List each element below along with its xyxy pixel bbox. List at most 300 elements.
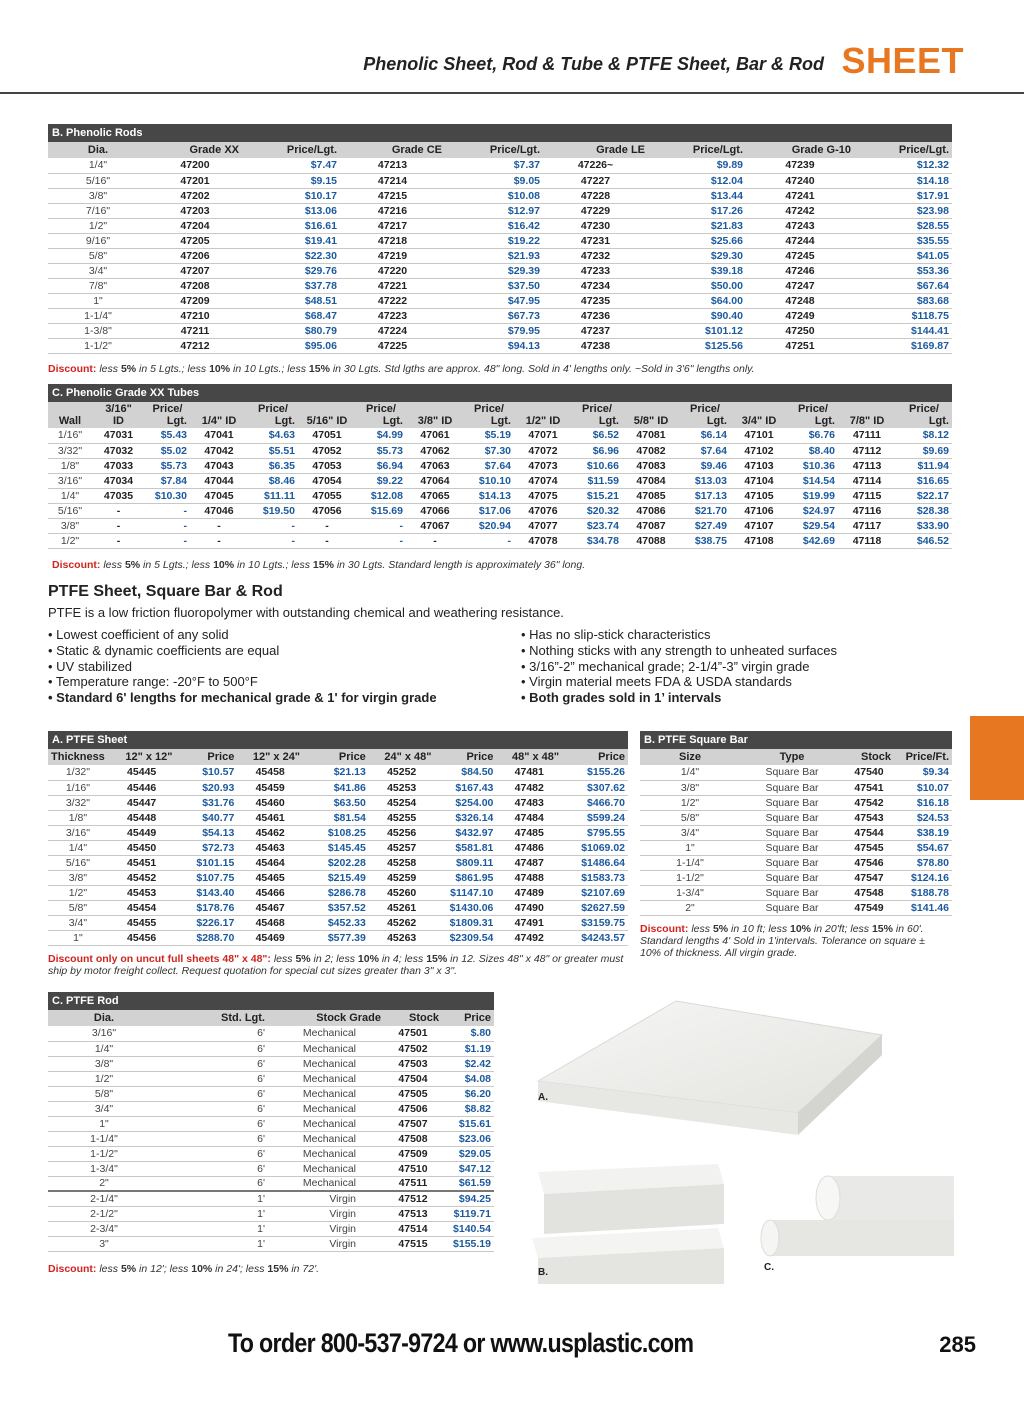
type-cell: Square Bar (740, 840, 844, 855)
price-cell: $67.64 (854, 278, 952, 293)
price-cell: $31.76 (176, 795, 238, 810)
price-cell: $15.61 (442, 1116, 494, 1131)
price-cell: $1430.06 (435, 900, 497, 915)
discount-value: 10% (191, 1263, 213, 1275)
grade-cell: Mechanical (268, 1026, 384, 1041)
col-header: Price/ (572, 402, 622, 415)
price-cell: $83.68 (854, 293, 952, 308)
part-number: 47114 (838, 473, 896, 488)
wall-cell: 3/8" (48, 518, 92, 533)
price-cell: $95.06 (242, 338, 340, 353)
part-number: 47515 (384, 1236, 442, 1251)
header-divider (0, 92, 1024, 94)
size-cell: 1-3/4" (640, 885, 740, 900)
part-number: 47486 (496, 840, 562, 855)
part-number: 47108 (730, 533, 788, 548)
table-row (48, 338, 952, 353)
type-cell: Square Bar (740, 810, 844, 825)
price-cell: $16.65 (896, 473, 952, 488)
part-number: 47051 (298, 428, 356, 443)
price-cell: $10.30 (145, 488, 190, 503)
discount-label: Discount: (640, 923, 689, 935)
price-cell: $4.99 (356, 428, 406, 443)
part-number: 45445 (108, 765, 176, 780)
part-number: 47245 (746, 248, 854, 263)
table-title: B. Phenolic Rods (48, 124, 952, 142)
price-cell: $307.62 (562, 780, 628, 795)
grade-cell: Mechanical (268, 1086, 384, 1101)
part-number: 47105 (730, 488, 788, 503)
part-number: 47485 (496, 825, 562, 840)
length-cell: 6' (160, 1071, 268, 1086)
discount-text: in 30 Lgts. Std lgths are approx. 48" long. Sold in 4' lengths only. ~Sold in 3'6" lengths only. (329, 363, 755, 375)
col-header: Dia. (48, 1010, 160, 1026)
image-label-c: C. (764, 1262, 774, 1273)
part-number: 47514 (384, 1221, 442, 1236)
price-cell: $4.63 (248, 428, 298, 443)
part-number: - (298, 518, 356, 533)
part-number: 47248 (746, 293, 854, 308)
grade-cell: Mechanical (268, 1071, 384, 1086)
header-row (640, 749, 952, 765)
price-cell: $8.82 (442, 1101, 494, 1116)
part-number: 45455 (108, 915, 176, 930)
part-number: 47052 (298, 443, 356, 458)
col-header: Lgt. (248, 415, 298, 428)
section-tab-marker (970, 716, 1024, 800)
price-cell: $80.79 (242, 323, 340, 338)
price-cell: $28.38 (896, 503, 952, 518)
part-number: 47238 (543, 338, 648, 353)
col-header: 12" x 24" (237, 749, 303, 765)
part-number: 47053 (298, 458, 356, 473)
ptfe-features-left (48, 627, 508, 706)
part-number: 47547 (844, 870, 894, 885)
dia-cell: 5/8" (48, 248, 148, 263)
dia-cell: 3/8" (48, 1056, 160, 1071)
price-cell: $38.75 (680, 533, 730, 548)
type-cell: Square Bar (740, 795, 844, 810)
length-cell: 6' (160, 1056, 268, 1071)
discount-text: in 30 Lgts. Standard length is approximately 36" long. (333, 559, 586, 571)
dia-cell: 1/2" (48, 1071, 160, 1086)
price-cell: $7.47 (242, 158, 340, 173)
part-number: 47548 (844, 885, 894, 900)
wall-cell: 3/16" (48, 473, 92, 488)
discount-value: 15% (312, 559, 334, 571)
price-cell: $64.00 (648, 293, 746, 308)
dia-cell: 9/16" (48, 233, 148, 248)
col-header: Grade G-10 (746, 142, 854, 158)
part-number: 45252 (369, 765, 435, 780)
price-cell: $101.12 (648, 323, 746, 338)
price-cell: $155.19 (442, 1236, 494, 1251)
length-cell: 6' (160, 1146, 268, 1161)
price-cell: $5.73 (145, 458, 190, 473)
price-cell: $599.24 (562, 810, 628, 825)
part-number: 47489 (496, 885, 562, 900)
price-cell: $11.59 (572, 473, 622, 488)
size-cell: 3/8" (640, 780, 740, 795)
part-number: 47240 (746, 173, 854, 188)
table-row (640, 900, 952, 915)
price-cell: $286.78 (303, 885, 369, 900)
discount-text: less (688, 923, 713, 935)
grade-cell: Mechanical (268, 1116, 384, 1131)
table-row (48, 780, 628, 795)
table-row (640, 795, 952, 810)
price-cell: $22.17 (896, 488, 952, 503)
price-cell: $42.69 (788, 533, 838, 548)
price-cell: $81.54 (303, 810, 369, 825)
col-header: Price (303, 749, 369, 765)
discount-value: 10% (357, 953, 379, 965)
table-row (48, 825, 628, 840)
price-cell: $.80 (442, 1026, 494, 1041)
discount-text: in 12'; less (136, 1263, 192, 1275)
discount-text: in 10 Lgts.; less (234, 559, 313, 571)
price-cell: $357.52 (303, 900, 369, 915)
type-cell: Square Bar (740, 855, 844, 870)
price-cell: $35.55 (854, 233, 952, 248)
discount-text: less (270, 953, 296, 965)
discount-label: Discount: (48, 363, 97, 375)
wall-cell: 1/16" (48, 428, 92, 443)
price-cell: $19.22 (445, 233, 543, 248)
size-cell: 2" (640, 900, 740, 915)
dia-cell: 1-3/8" (48, 323, 148, 338)
price-cell: $9.22 (356, 473, 406, 488)
table-title: C. Phenolic Grade XX Tubes (48, 384, 952, 402)
price-cell: $25.66 (648, 233, 746, 248)
grade-cell: Virgin (268, 1191, 384, 1206)
price-cell: $581.81 (435, 840, 497, 855)
price-cell: $9.05 (445, 173, 543, 188)
part-number: 45262 (369, 915, 435, 930)
thickness-cell: 1/2" (48, 885, 108, 900)
ptfe-features-right (521, 627, 961, 706)
discount-text: in 4; less (378, 953, 427, 965)
part-number: 45257 (369, 840, 435, 855)
price-cell: $141.46 (894, 900, 952, 915)
part-number: 45261 (369, 900, 435, 915)
price-cell: $1069.02 (562, 840, 628, 855)
col-header: Size (640, 749, 740, 765)
price-cell: $28.55 (854, 218, 952, 233)
thickness-cell: 1/16" (48, 780, 108, 795)
price-cell: - (145, 518, 190, 533)
price-cell: $107.75 (176, 870, 238, 885)
length-cell: 6' (160, 1161, 268, 1176)
table-row (48, 503, 952, 518)
part-number: 45462 (237, 825, 303, 840)
price-cell: $50.00 (648, 278, 746, 293)
price-cell: $10.66 (572, 458, 622, 473)
header-row (48, 749, 628, 765)
thickness-cell: 3/16" (48, 825, 108, 840)
part-number: 47224 (340, 323, 445, 338)
size-cell: 1/2" (640, 795, 740, 810)
part-number: 47115 (838, 488, 896, 503)
part-number: 45253 (369, 780, 435, 795)
part-number: 45260 (369, 885, 435, 900)
dia-cell: 2-1/4" (48, 1191, 160, 1206)
table-row (48, 1221, 494, 1236)
part-number: 47232 (543, 248, 648, 263)
price-cell: $1809.31 (435, 915, 497, 930)
col-header: Price/Lgt. (242, 142, 340, 158)
table-row (48, 840, 628, 855)
price-cell: $41.05 (854, 248, 952, 263)
table-row (48, 765, 628, 780)
part-number: 45449 (108, 825, 176, 840)
col-header: Price/ (788, 402, 838, 415)
part-number: 47508 (384, 1131, 442, 1146)
part-number: 45263 (369, 930, 435, 945)
part-number: 47488 (496, 870, 562, 885)
part-number: 47117 (838, 518, 896, 533)
type-cell: Square Bar (740, 900, 844, 915)
part-number: 47066 (406, 503, 464, 518)
ptfe-intro: PTFE is a low friction fluoropolymer with outstanding chemical and weathering resistance. (48, 605, 564, 620)
feature-item: • Both grades sold in 1’ intervals (521, 690, 722, 706)
price-cell: $29.05 (442, 1146, 494, 1161)
price-cell: - (464, 533, 514, 548)
price-cell: $54.67 (894, 840, 952, 855)
price-cell: $140.54 (442, 1221, 494, 1236)
price-cell: $90.40 (648, 308, 746, 323)
table-row (640, 885, 952, 900)
table-row (48, 1206, 494, 1221)
part-number: 47541 (844, 780, 894, 795)
feature-item: • 3/16”-2” mechanical grade; 2-1/4”-3” virgin grade (521, 658, 810, 674)
price-cell: $68.47 (242, 308, 340, 323)
price-cell: $1.19 (442, 1041, 494, 1056)
part-number: 47200 (148, 158, 242, 173)
table-row (48, 1026, 494, 1041)
col-header (406, 402, 464, 415)
price-cell: - (356, 533, 406, 548)
length-cell: 6' (160, 1176, 268, 1191)
part-number: 47102 (730, 443, 788, 458)
table-row (48, 473, 952, 488)
col-header: Price/ (145, 402, 190, 415)
part-number: - (190, 533, 248, 548)
price-cell: $6.52 (572, 428, 622, 443)
part-number: 45450 (108, 840, 176, 855)
part-number: 47062 (406, 443, 464, 458)
length-cell: 1' (160, 1206, 268, 1221)
table-row (48, 263, 952, 278)
dia-cell: 1-1/2" (48, 338, 148, 353)
part-number: 47104 (730, 473, 788, 488)
price-cell: $37.78 (242, 278, 340, 293)
part-number: 47226~ (543, 158, 648, 173)
part-number: 47236 (543, 308, 648, 323)
part-number: 47205 (148, 233, 242, 248)
price-cell: $37.50 (445, 278, 543, 293)
price-cell: $19.50 (248, 503, 298, 518)
part-number: 47113 (838, 458, 896, 473)
page-number: 285 (939, 1332, 976, 1357)
price-cell: $3159.75 (562, 915, 628, 930)
discount-text: in 10 ft; less (728, 923, 790, 935)
ptfe-square-bar-image (528, 1162, 728, 1286)
price-cell: $22.30 (242, 248, 340, 263)
discount-text: in 5 Lgts.; less (136, 363, 210, 375)
part-number: 47085 (622, 488, 680, 503)
discount-text: in 20'ft; less (811, 923, 872, 935)
price-cell: $41.86 (303, 780, 369, 795)
col-header: Std. Lgt. (160, 1010, 268, 1026)
price-cell: $17.26 (648, 203, 746, 218)
price-cell: - (248, 533, 298, 548)
thickness-cell: 3/8" (48, 870, 108, 885)
table-row (640, 840, 952, 855)
part-number: 47234 (543, 278, 648, 293)
type-cell: Square Bar (740, 870, 844, 885)
part-number: 45466 (237, 885, 303, 900)
discount-text: less (100, 559, 125, 571)
price-cell: $7.64 (464, 458, 514, 473)
col-header: Stock (384, 1010, 442, 1026)
price-cell: $10.57 (176, 765, 238, 780)
price-cell: $7.30 (464, 443, 514, 458)
thickness-cell: 3/32" (48, 795, 108, 810)
part-number: 47223 (340, 308, 445, 323)
part-number: 45254 (369, 795, 435, 810)
part-number: 47247 (746, 278, 854, 293)
price-cell: $101.15 (176, 855, 238, 870)
part-number: 47511 (384, 1176, 442, 1191)
part-number: 47482 (496, 780, 562, 795)
price-cell: $16.18 (894, 795, 952, 810)
col-header: 7/8" ID (838, 415, 896, 428)
part-number: 47084 (622, 473, 680, 488)
grade-cell: Virgin (268, 1236, 384, 1251)
part-number: 47032 (92, 443, 145, 458)
col-header (48, 402, 92, 415)
price-cell: $7.37 (445, 158, 543, 173)
part-number: 47509 (384, 1146, 442, 1161)
part-number: 47246 (746, 263, 854, 278)
part-number: - (92, 503, 145, 518)
dia-cell: 1-1/2" (48, 1146, 160, 1161)
dia-cell: 1-1/4" (48, 308, 148, 323)
price-cell: $6.94 (356, 458, 406, 473)
part-number: 47492 (496, 930, 562, 945)
price-cell: $118.75 (854, 308, 952, 323)
part-number: 47249 (746, 308, 854, 323)
discount-value: 15% (308, 363, 330, 375)
price-cell: $20.32 (572, 503, 622, 518)
table-row (640, 780, 952, 795)
price-cell: $38.19 (894, 825, 952, 840)
dia-cell: 5/16" (48, 173, 148, 188)
table-row (48, 188, 952, 203)
price-cell: $13.06 (242, 203, 340, 218)
discount-text: in 5 Lgts.; less (140, 559, 214, 571)
price-cell: $1583.73 (562, 870, 628, 885)
part-number: 47512 (384, 1191, 442, 1206)
price-cell: $452.33 (303, 915, 369, 930)
length-cell: 6' (160, 1116, 268, 1131)
price-cell: $12.08 (356, 488, 406, 503)
part-number: 45461 (237, 810, 303, 825)
part-number: 47542 (844, 795, 894, 810)
table-row (48, 1146, 494, 1161)
price-cell: $108.25 (303, 825, 369, 840)
part-number: 47210 (148, 308, 242, 323)
table-row (640, 855, 952, 870)
part-number: 45467 (237, 900, 303, 915)
part-number: 47106 (730, 503, 788, 518)
feature-item: • Nothing sticks with any strength to unheated surfaces (521, 642, 837, 658)
discount-text: in 2; less (310, 953, 358, 965)
part-number: 47067 (406, 518, 464, 533)
part-number: 47076 (514, 503, 572, 518)
part-number: 45451 (108, 855, 176, 870)
length-cell: 6' (160, 1041, 268, 1056)
ptfe-rod-image (758, 1170, 954, 1270)
col-header (298, 402, 356, 415)
part-number: 47211 (148, 323, 242, 338)
table-row (48, 885, 628, 900)
price-cell: $17.13 (680, 488, 730, 503)
price-cell: $67.73 (445, 308, 543, 323)
col-header (838, 402, 896, 415)
table-row (48, 533, 952, 548)
length-cell: 6' (160, 1026, 268, 1041)
col-header (514, 402, 572, 415)
header-row (48, 402, 952, 415)
price-cell: $94.25 (442, 1191, 494, 1206)
col-header: Type (740, 749, 844, 765)
col-header: Price/ (248, 402, 298, 415)
part-number: 47483 (496, 795, 562, 810)
dia-cell: 7/8" (48, 278, 148, 293)
price-cell: $47.95 (445, 293, 543, 308)
length-cell: 6' (160, 1086, 268, 1101)
part-number: - (298, 533, 356, 548)
price-cell: $12.32 (854, 158, 952, 173)
wall-cell: 1/4" (48, 488, 92, 503)
discount-value: 15% (871, 923, 893, 935)
part-number: 47116 (838, 503, 896, 518)
part-number: 47544 (844, 825, 894, 840)
part-number: 47088 (622, 533, 680, 548)
col-header: Price (435, 749, 497, 765)
part-number: 45446 (108, 780, 176, 795)
price-cell: $6.14 (680, 428, 730, 443)
part-number: 47543 (844, 810, 894, 825)
part-number: 47214 (340, 173, 445, 188)
price-cell: $2107.69 (562, 885, 628, 900)
part-number: 47209 (148, 293, 242, 308)
feature-item: • Virgin material meets FDA & USDA standards (521, 674, 792, 690)
ptfe-sheet-image (530, 995, 890, 1145)
part-number: 47041 (190, 428, 248, 443)
grade-cell: Mechanical (268, 1041, 384, 1056)
discount-value: 5% (124, 559, 141, 571)
price-cell: $8.12 (896, 428, 952, 443)
dia-cell: 1/2" (48, 218, 148, 233)
table-row (48, 855, 628, 870)
part-number: 47208 (148, 278, 242, 293)
price-cell: $9.69 (896, 443, 952, 458)
dia-cell: 3" (48, 1236, 160, 1251)
price-cell: $53.36 (854, 263, 952, 278)
